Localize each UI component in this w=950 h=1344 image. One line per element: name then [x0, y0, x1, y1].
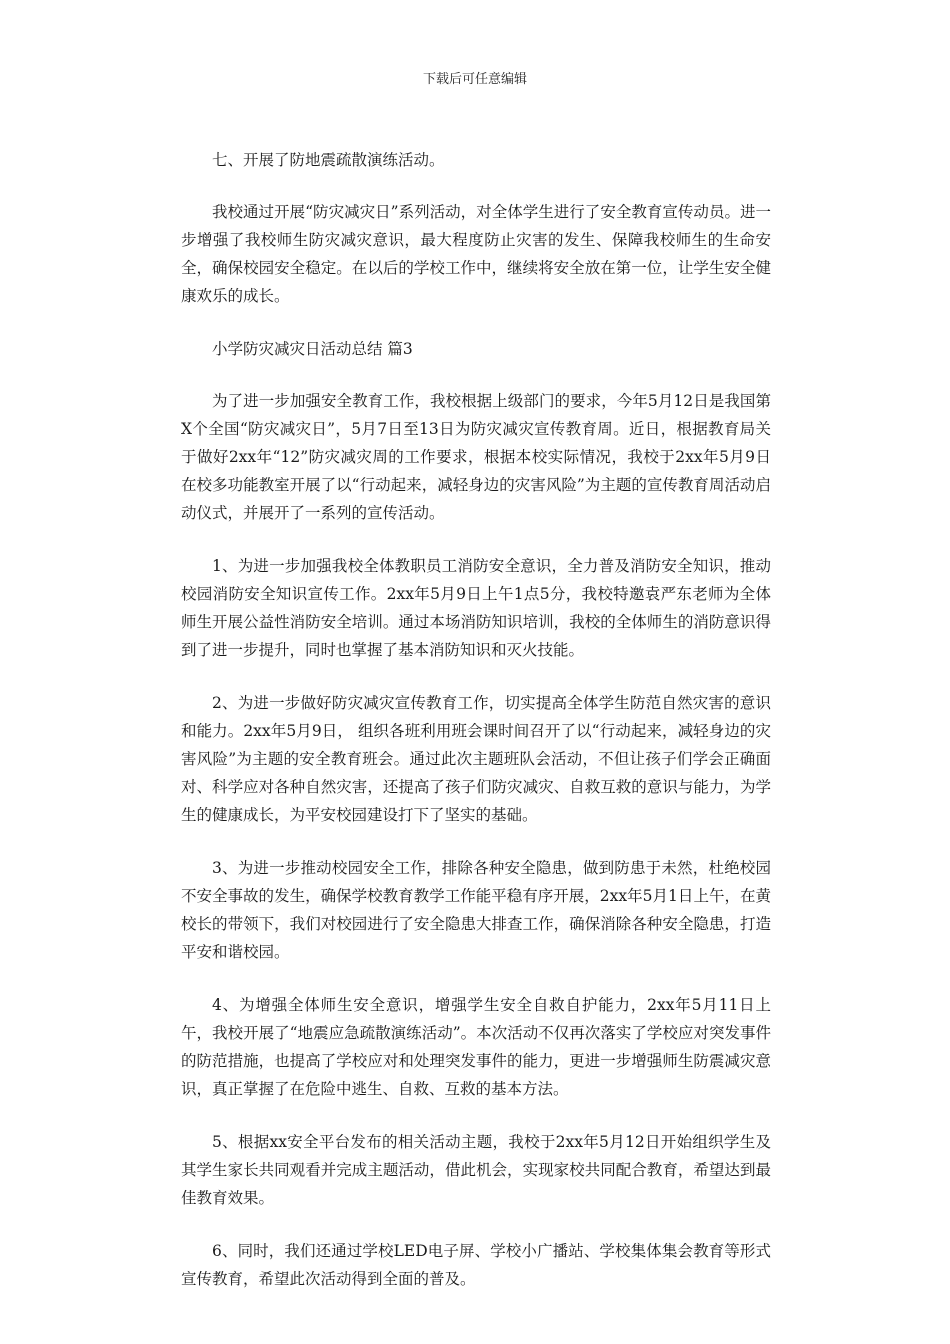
document-body [181, 146, 771, 1318]
paragraph-item-5: 5、根据xx安全平台发布的相关活动主题，我校于2xx年5月12日开始组织学生及其学生家长共同观看并完成主题活动，借此机会，实现家校共同配合教育，希望达到最佳教育效果。 [181, 1133, 771, 1207]
paragraph-item-4: 4、为增强全体师生安全意识，增强学生安全自救自护能力，2xx年5月11日上午，我校开展了“地震应急疏散演练活动”。本次活动不仅再次落实了学校应对突发事件的防范措施，也提高了学校应对和处理突发事件的能力，更进一步增强师生防震减灾意识，真正掌握了在危险中逃生、自救、互救的基本方法。 [181, 996, 771, 1098]
paragraph-item-1: 1、为进一步加强我校全体教职员工消防安全意识，全力普及消防安全知识，推动校园消防安全知识宣传工作。2xx年5月9日上午1点5分，我校特邀袁严东老师为全体师生开展公益性消防安全培训。通过本场消防知识培训，我校的全体师生的消防意识得到了进一步提升，同时也掌握了基本消防知识和灭火技能。 [181, 557, 771, 659]
article-title: 小学防灾减灾日活动总结 篇3 [212, 340, 413, 358]
section-heading-seven: 七、开展了防地震疏散演练活动。 [212, 151, 445, 169]
paragraph-summary: 我校通过开展“防灾减灾日”系列活动，对全体学生进行了安全教育宣传动员。进一步增强了我校师生防灾减灾意识，最大程度防止灾害的发生、保障我校师生的生命安全，确保校园安全稳定。在以后的学校工作中，继续将安全放在第一位，让学生安全健康欢乐的成长。 [181, 203, 771, 305]
paragraph-intro: 为了进一步加强安全教育工作，我校根据上级部门的要求，今年5月12日是我国第X个全国“防灾减灾日”，5月7日至13日为防灾减灾宣传教育周。近日，根据教育局关于做好2xx年“12”防灾减灾周的工作要求，根据本校实际情况，我校于2xx年5月9日在校多功能教室开展了以“行动起来，减轻身边的灾害风险”为主题的宣传教育周活动启动仪式，并展开了一系列的宣传活动。 [181, 392, 771, 522]
paragraph-item-6: 6、同时，我们还通过学校LED电子屏、学校小广播站、学校集体集会教育等形式宣传教育，希望此次活动得到全面的普及。 [181, 1242, 771, 1288]
page-header: 下载后可任意编辑 [422, 72, 527, 87]
paragraph-item-2: 2、为进一步做好防灾减灾宣传教育工作，切实提高全体学生防范自然灾害的意识和能力。2xx年5月9日， 组织各班利用班会课时间召开了以“行动起来，减轻身边的灾害风险”为主题的安全教育班会。通过此次主题班队会活动，不但让孩子们学会正确面对、科学应对各种自然灾害，还提高了孩子们防灾减灾、自救互救的意识与能力，为学生的健康成长，为平安校园建设打下了坚实的基础。 [181, 694, 771, 824]
paragraph-item-3: 3、为进一步推动校园安全工作，排除各种安全隐患，做到防患于未然，杜绝校园不安全事故的发生，确保学校教育教学工作能平稳有序开展，2xx年5月1日上午，在黄校长的带领下，我们对校园进行了安全隐患大排查工作，确保消除各种安全隐患，打造平安和谐校园。 [181, 859, 771, 961]
